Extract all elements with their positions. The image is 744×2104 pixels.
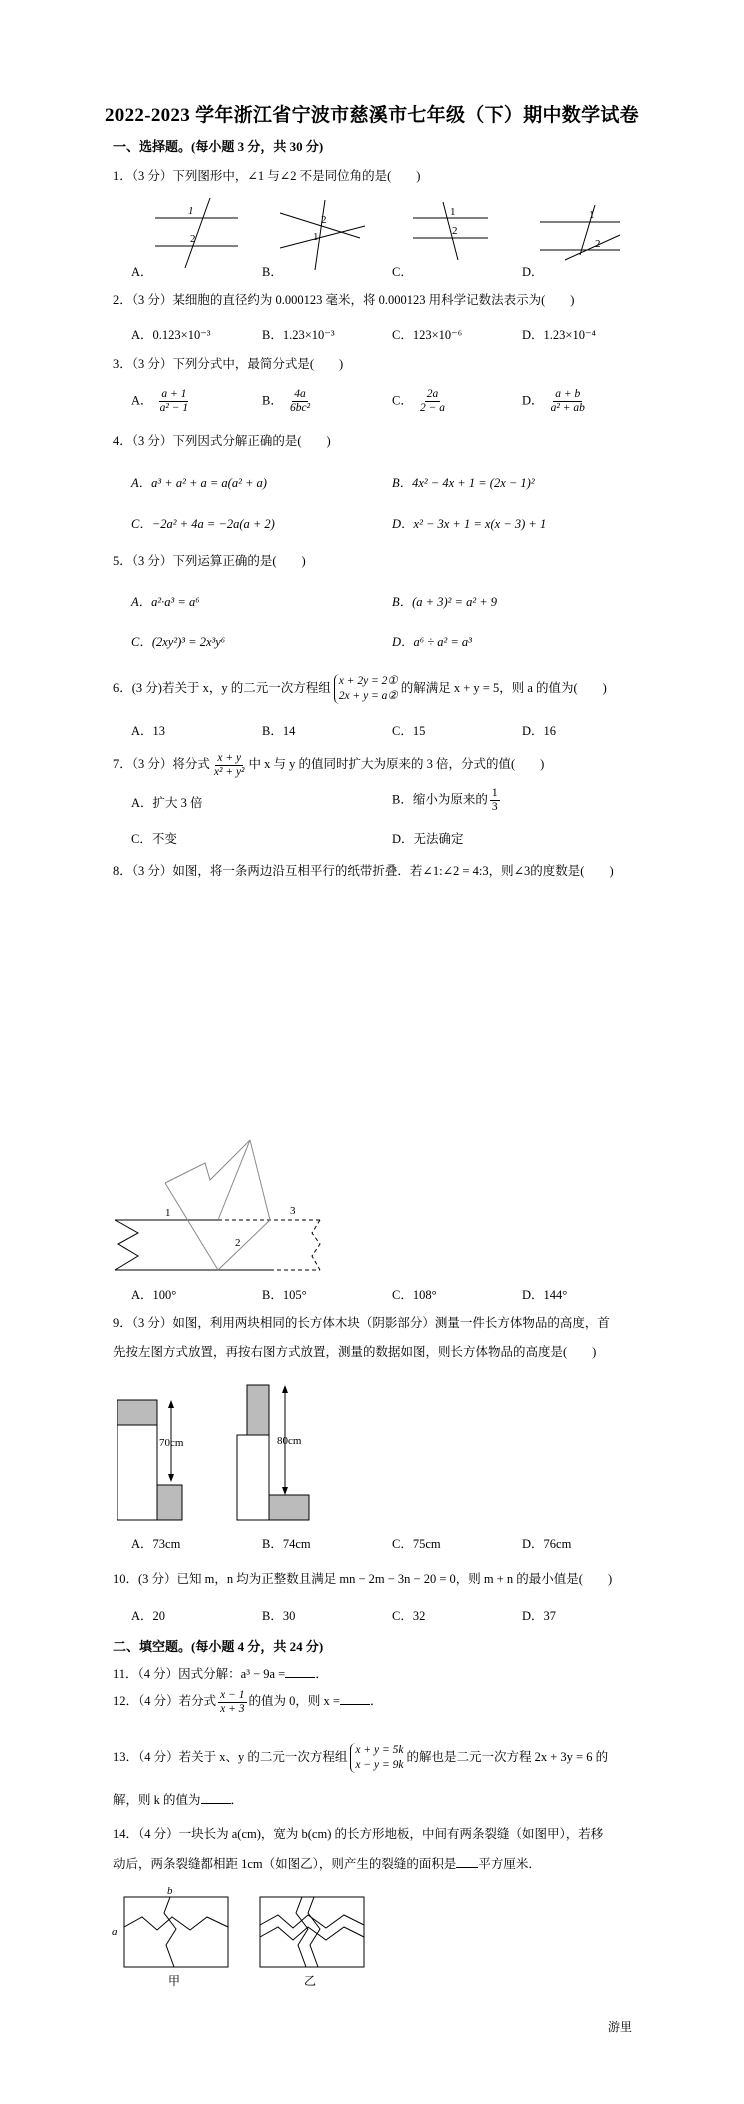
question-6-stem [113, 671, 607, 705]
q7-option-b[interactable] [392, 787, 502, 814]
q8-option-b[interactable]: B．105° [262, 1288, 307, 1302]
numerator: x + y [217, 751, 242, 764]
q14-a-label: a [112, 1926, 118, 1938]
svg-text:2: 2 [452, 225, 458, 237]
q1-option-c[interactable]: C． [392, 265, 413, 279]
page-footer-mark: 游里 [608, 2020, 633, 2034]
q13-eq1: x + y = 5k [355, 1744, 404, 1757]
q5-option-b[interactable]: B．(a + 3)² = a² + 9 [392, 595, 498, 609]
q11-answer-blank[interactable] [285, 1665, 315, 1678]
question-7-stem [113, 749, 544, 779]
q6-option-d[interactable]: D．16 [522, 724, 557, 738]
question-13-line2 [113, 1791, 243, 1809]
q6-pre-text: 6．(3 分)若关于 x，y 的二元一次方程组 [113, 681, 331, 695]
svg-text:1: 1 [450, 206, 456, 218]
q6-option-c[interactable]: C．15 [392, 724, 426, 738]
q3-c-label: C． [392, 393, 413, 408]
q2-option-c[interactable]: C．123×10⁻⁶ [392, 328, 463, 342]
q6-option-a[interactable]: A．13 [131, 724, 166, 738]
q6-eq2: 2x + y = a② [338, 690, 398, 703]
q12-pre-text: 12．（4 分）若分式 [113, 1694, 217, 1708]
numerator: 1 [491, 787, 498, 799]
q7-post-text: 中 x 与 y 的值同时扩大为原来的 3 倍，分式的值( ) [248, 757, 545, 771]
question-9-line1: 9．（3 分）如图，利用两块相同的长方体木块（阴影部分）测量一件长方体物品的高度，首 [113, 1316, 610, 1330]
q5-option-a[interactable]: A．a²·a³ = a⁶ [131, 595, 200, 609]
q3-d-label: D． [522, 393, 544, 408]
q1-figure-b [275, 198, 370, 273]
denominator: 6bc² [289, 402, 311, 414]
q8-folded-strip-figure [110, 1138, 325, 1278]
q8-option-c[interactable]: C．108° [392, 1288, 437, 1302]
question-4-stem: 4．（3 分）下列因式分解正确的是( ) [113, 434, 331, 448]
q12-answer-blank[interactable] [340, 1692, 370, 1705]
numerator: 2a [426, 388, 439, 400]
q14-yi-label: 乙 [304, 1974, 317, 1988]
q14-line2-text: 动后，两条裂缝都相距 1cm（如图乙），则产生的裂缝的面积是 [113, 1857, 457, 1871]
q7-b-text: B．缩小为原来的 [392, 792, 488, 807]
q7-b-fraction [490, 787, 500, 814]
numerator: a + 1 [161, 388, 187, 400]
denominator: x + 3 [220, 1702, 245, 1715]
question-12 [113, 1686, 382, 1716]
q3-option-b[interactable] [262, 388, 314, 415]
q9-option-a[interactable]: A．73cm [131, 1537, 181, 1551]
q3-option-a[interactable] [131, 388, 192, 415]
svg-text:2: 2 [595, 238, 601, 250]
q7-option-a[interactable]: A．扩大 3 倍 [131, 796, 203, 810]
q10-option-d[interactable]: D．37 [522, 1609, 557, 1623]
question-2-stem: 2．（3 分）某细胞的直径约为 0.000123 毫米，将 0.000123 用科学记数法表示为( ) [113, 293, 575, 307]
q10-option-c[interactable]: C．32 [392, 1609, 426, 1623]
q10-option-a[interactable]: A．20 [131, 1609, 166, 1623]
section-heading-choice: 一、选择题。(每小题 3 分，共 30 分) [113, 139, 324, 154]
q12-end: ． [369, 1694, 383, 1708]
q9-left-measure: 70cm [159, 1437, 184, 1449]
section-heading-fill: 二、填空题。(每小题 4 分，共 24 分) [113, 1639, 324, 1654]
question-14-line2 [113, 1855, 541, 1873]
q3-b-label: B． [262, 393, 283, 408]
q13-pre-text: 13．（4 分）若关于 x、y 的二元一次方程组 [113, 1750, 348, 1764]
q12-fraction [218, 1689, 246, 1716]
q2-option-d[interactable]: D．1.23×10⁻⁴ [522, 328, 596, 342]
q9-option-b[interactable]: B．74cm [262, 1537, 311, 1551]
q13-answer-blank[interactable] [201, 1791, 231, 1804]
q3-option-c[interactable] [392, 388, 449, 415]
q3-a-label: A． [131, 393, 153, 408]
q13-line2-text: 解，则 k 的值为 [113, 1793, 201, 1807]
q8-angle-1-label: 1 [165, 1207, 171, 1219]
q10-option-b[interactable]: B．30 [262, 1609, 296, 1623]
q14-end: 平方厘米． [478, 1857, 541, 1871]
q13-post-text: 的解也是二元一次方程 2x + 3y = 6 的 [406, 1750, 609, 1764]
denominator: 2 − a [419, 402, 445, 414]
q3-b-fraction [288, 388, 312, 415]
q8-angle-2-label: 2 [235, 1237, 241, 1249]
q7-pre-text: 7．（3 分）将分式 [113, 757, 210, 771]
q4-option-c[interactable]: C．−2a² + 4a = −2a(a + 2) [131, 517, 275, 531]
svg-text:1: 1 [188, 205, 194, 217]
q6-option-b[interactable]: B．14 [262, 724, 296, 738]
q2-option-b[interactable]: B．1.23×10⁻³ [262, 328, 335, 342]
question-11 [113, 1665, 328, 1683]
q3-a-fraction [158, 388, 190, 415]
denominator: a² − 1 [159, 402, 189, 414]
q9-option-d[interactable]: D．76cm [522, 1537, 572, 1551]
svg-text:2: 2 [190, 233, 196, 245]
question-14-line1: 14．（4 分）一块长为 a(cm)，宽为 b(cm) 的长方形地板，中间有两条裂缝（如图甲），若移 [113, 1827, 604, 1841]
denominator: x² + y² [213, 765, 245, 778]
q5-option-c[interactable]: C．(2xy²)³ = 2x³y⁶ [131, 635, 226, 649]
svg-text:1: 1 [313, 231, 319, 243]
q14-b-label: b [167, 1885, 173, 1897]
q1-option-d[interactable]: D． [522, 265, 544, 279]
question-13-line1 [113, 1740, 608, 1774]
q11-text: 11．（4 分）因式分解：a³ − 9a = [113, 1667, 286, 1681]
svg-text:1: 1 [589, 209, 595, 221]
q9-option-c[interactable]: C．75cm [392, 1537, 441, 1551]
q1-figure-d [535, 200, 625, 272]
q1-option-b[interactable]: B． [262, 265, 283, 279]
q13-eq2: x − y = 9k [355, 1759, 404, 1772]
q7-option-c[interactable]: C．不变 [131, 832, 177, 846]
q9-block-figure [117, 1380, 332, 1525]
q4-option-d[interactable]: D．x² − 3x + 1 = x(x − 3) + 1 [392, 517, 547, 531]
q3-option-d[interactable] [522, 388, 589, 415]
q1-figure-a [150, 196, 240, 271]
numerator: 4a [294, 388, 306, 400]
numerator: a + b [555, 388, 581, 400]
q6-post-text: 的解满足 x + y = 5，则 a 的值为( ) [400, 681, 607, 695]
question-10-stem: 10．(3 分）已知 m，n 均为正整数且满足 mn − 2m − 3n − 20 = 0，则 m + n 的最小值是( ) [113, 1572, 613, 1586]
svg-text:2: 2 [321, 214, 327, 226]
q3-d-fraction [549, 388, 587, 415]
numerator: x − 1 [220, 1688, 245, 1701]
q13-end: ． [230, 1793, 244, 1807]
q12-mid-text: 的值为 0，则 x = [248, 1694, 340, 1708]
q5-option-d[interactable]: D．a⁶ ÷ a² = a³ [392, 635, 472, 649]
q1-option-a[interactable]: A． [131, 265, 153, 279]
question-5-stem: 5．（3 分）下列运算正确的是( ) [113, 554, 306, 568]
page-title: 2022-2023 学年浙江省宁波市慈溪市七年级（下）期中数学试卷 [105, 105, 639, 126]
denominator: 3 [491, 801, 498, 813]
question-3-stem: 3．（3 分）下列分式中，最简分式是( ) [113, 357, 344, 371]
question-1-stem: 1．（3 分）下列图形中，∠1 与∠2 不是同位角的是( ) [113, 169, 421, 183]
q8-option-d[interactable]: D．144° [522, 1288, 568, 1302]
q4-option-a[interactable]: A．a³ + a² + a = a(a² + a) [131, 476, 267, 490]
q8-option-a[interactable]: A．100° [131, 1288, 177, 1302]
q9-right-measure: 80cm [277, 1435, 302, 1447]
q3-c-fraction [418, 388, 447, 415]
q14-jia-label: 甲 [168, 1974, 181, 1988]
q13-equation-system [350, 1743, 403, 1773]
q4-option-b[interactable]: B．4x² − 4x + 1 = (2x − 1)² [392, 476, 535, 490]
denominator: a² + ab [550, 402, 585, 414]
question-9-line2: 先按左图方式放置，再按右图方式放置，测量的数据如图，则长方体物品的高度是( ) [113, 1345, 597, 1359]
q1-figure-c [408, 200, 493, 272]
q14-floor-figure [112, 1885, 382, 1995]
q11-end: ． [315, 1667, 328, 1681]
q7-fraction [212, 752, 247, 779]
q7-option-d[interactable]: D．无法确定 [392, 832, 464, 846]
q2-option-a[interactable]: A．0.123×10⁻³ [131, 328, 211, 342]
q8-angle-3-label: 3 [290, 1205, 296, 1217]
q6-eq1: x + 2y = 2① [338, 675, 398, 688]
question-8-stem: 8．（3 分）如图，将一条两边沿互相平行的纸带折叠．若∠1:∠2 = 4:3，则∠3的度数是( ) [113, 864, 614, 878]
q6-equation-system [334, 674, 398, 704]
q14-answer-blank[interactable] [456, 1855, 478, 1868]
